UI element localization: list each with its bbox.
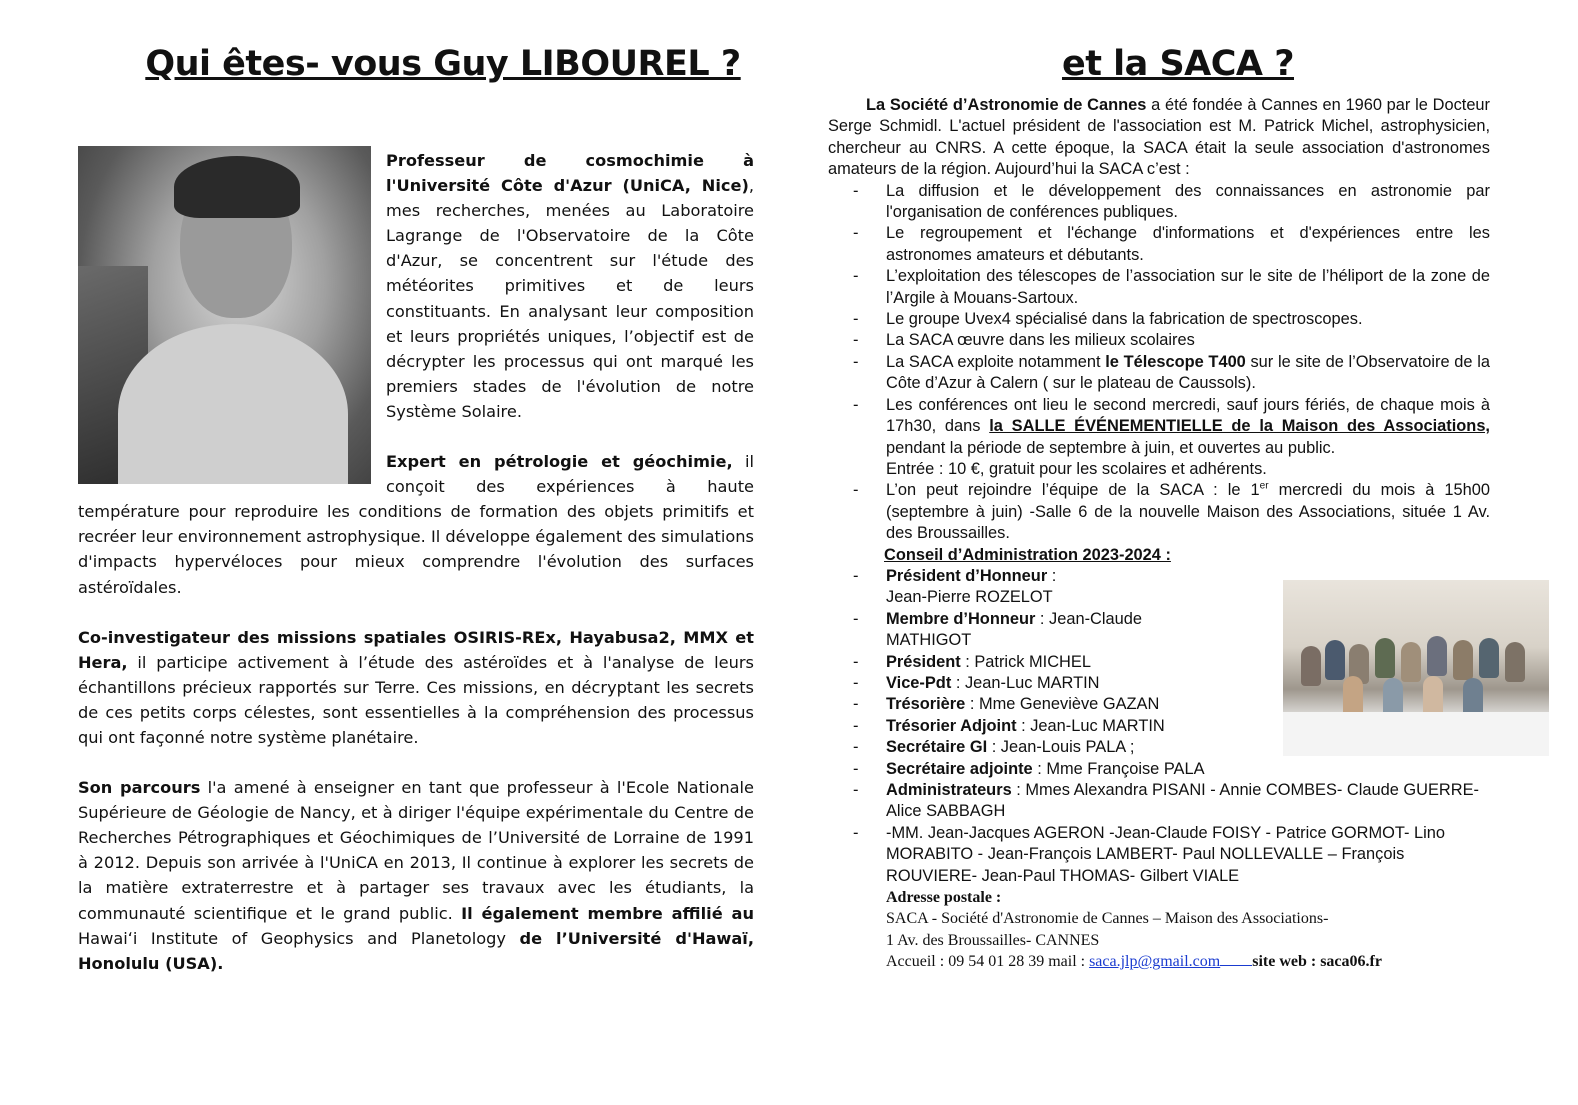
list-item: - L’on peut rejoindre l’équipe de la SACA : le 1er mercredi du mois à 15h00 (septembre à juin) -Salle 6 de la nouvelle Maison des Associations, située 1 Av. des Broussailles. — [828, 480, 1490, 544]
list-item: - -MM. Jean-Jacques AGERON -Jean-Claude FOISY - Patrice GORMOT- Lino MORABITO - Jean-François LAMBERT- Paul NOLLEVALLE – François ROUVIERE- Jean-Paul THOMAS- Gilbert VIALE — [828, 823, 1490, 887]
list-item: - Trésorier Adjoint : Jean-Luc MARTIN — [828, 716, 1490, 737]
paragraph-missions: Co-investigateur des missions spatiales OSIRIS-REx, Hayabusa2, MMX et Hera, il participe activement à l’étude des astéroïdes et à l'analyse de leurs échantillons précieux rapportés sur Terre. Ces missions, en décryptant les secrets de ces petits corps célestes, sont essentielles à la compréhension des processus qui ont façonné notre système planétaire. — [78, 627, 754, 747]
list-item: - L’exploitation des télescopes de l’association sur le site de l’héliport de la zone de l’Argile à Mouans-Sartoux. — [828, 266, 1490, 309]
list-item: - La diffusion et le développement des connaissances en astronomie par l'organisation de conférences publiques. — [828, 181, 1490, 224]
paragraph-career: Son parcours l'a amené à enseigner en tant que professeur à l'Ecole Nationale Supérieure de Géologie de Nancy, et à diriger l'équipe expérimentale du Centre de Recherches Pétrographiques et Géochimiques de l’Université de Lorraine de 1991 à 2012. Depuis son arrivée à l'UniCA en 2013, Il continue à explorer les secrets de la matière extraterrestre et à partager ses travaux avec les étudiants, la communauté scientifique et le grand public. Il également membre affilié au Hawaiʻi Institute of Geophysics and Planetology de l’Université d'Hawaï, Honolulu (USA). — [78, 778, 754, 973]
email-link[interactable]: saca.jlp@gmail.com — [1089, 953, 1221, 971]
list-item: - Secrétaire GI : Jean-Louis PALA ; — [828, 737, 1490, 758]
paragraph-expert: Expert en pétrologie et géochimie, il conçoit des expériences à haute température pour reproduire les conditions de formation des objets primitifs et recréer leur environnement astrophysique. Il développe également des simulations d'impacts hypervéloces pour mieux comprendre l'évolution des surfaces astéroïdales. — [78, 452, 755, 597]
website-label: site web : saca06.fr — [1252, 953, 1382, 971]
list-item: - Les conférences ont lieu le second mercredi, sauf jours fériés, de chaque mois à 17h30, dans la SALLE ÉVÉNEMENTIELLE de la Maison des Associations, pendant la période de septembre à juin, et ouvertes au public. — [828, 395, 1490, 459]
list-item: - Administrateurs : Mmes Alexandra PISANI - Annie COMBES- Claude GUERRE- Alice SABBAGH — [828, 780, 1490, 823]
saca-intro: La Société d’Astronomie de Cannes a été fondée à Cannes en 1960 par le Docteur Serge Schmidl. L'actuel président de l'association est M. Patrick Michel, astrophysicien, chercheur au CNRS. A cette époque, la SACA était la seule association d'astronomes amateurs de la région. Aujourd’hui la SACA c’est : — [828, 96, 1491, 179]
portrait-photo — [78, 146, 371, 484]
board-group-photo — [1283, 580, 1549, 756]
postal-address: Adresse postale : SACA - Société d'Astronomie de Cannes – Maison des Associations- 1 Av. des Broussailles- CANNES Accueil : 09 54 01 28 39 mail : saca.jlp@gmail.com site web : saca06.fr — [886, 889, 1382, 971]
list-item: - La SACA œuvre dans les milieux scolaires — [828, 330, 1490, 351]
list-item: - Trésorière : Mme Geneviève GAZAN — [828, 694, 1490, 715]
list-item: - Secrétaire adjointe : Mme Françoise PALA — [828, 759, 1490, 780]
list-item: - Président d’Honneur : Jean-Pierre ROZELOT — [828, 566, 1283, 609]
left-title: Qui êtes- vous Guy LIBOUREL ? — [145, 44, 741, 84]
paragraph-professor: Professeur de cosmochimie à l'Université Côte d'Azur (UniCA, Nice), mes recherches, menées au Laboratoire Lagrange de l'Observatoire de la Côte d'Azur, se concentrent sur l'étude des météorites primitives et de leurs constituants. En analysant leur composition et leurs propriétés uniques, l’objectif est de décrypter les processus qui ont marqué les premiers stades de l'évolution de notre Système Solaire. — [386, 151, 754, 421]
list-item: - Le groupe Uvex4 spécialisé dans la fabrication de spectroscopes. — [828, 309, 1490, 330]
conseil-list — [828, 566, 1283, 694]
right-body — [828, 95, 1490, 973]
list-item: - La SACA exploite notamment le Télescope T400 sur le site de l’Observatoire de la Côte d’Azur à Calern ( sur le plateau de Caussols). — [828, 352, 1490, 395]
list-item: - Le regroupement et l'échange d'informations et d'expériences entre les astronomes amateurs et débutants. — [828, 223, 1490, 266]
saca-activities-list — [828, 181, 1490, 459]
entry-price: Entrée : 10 €, gratuit pour les scolaires et adhérents. — [886, 459, 1267, 478]
conseil-title: Conseil d’Administration 2023-2024 : — [884, 545, 1171, 564]
right-title: et la SACA ? — [1061, 44, 1294, 84]
list-item: - Membre d’Honneur : Jean-Claude MATHIGOT — [828, 609, 1283, 652]
list-item: - Vice-Pdt : Jean-Luc MARTIN — [828, 673, 1283, 694]
list-item: - Président : Patrick MICHEL — [828, 652, 1283, 673]
left-body — [78, 146, 754, 976]
